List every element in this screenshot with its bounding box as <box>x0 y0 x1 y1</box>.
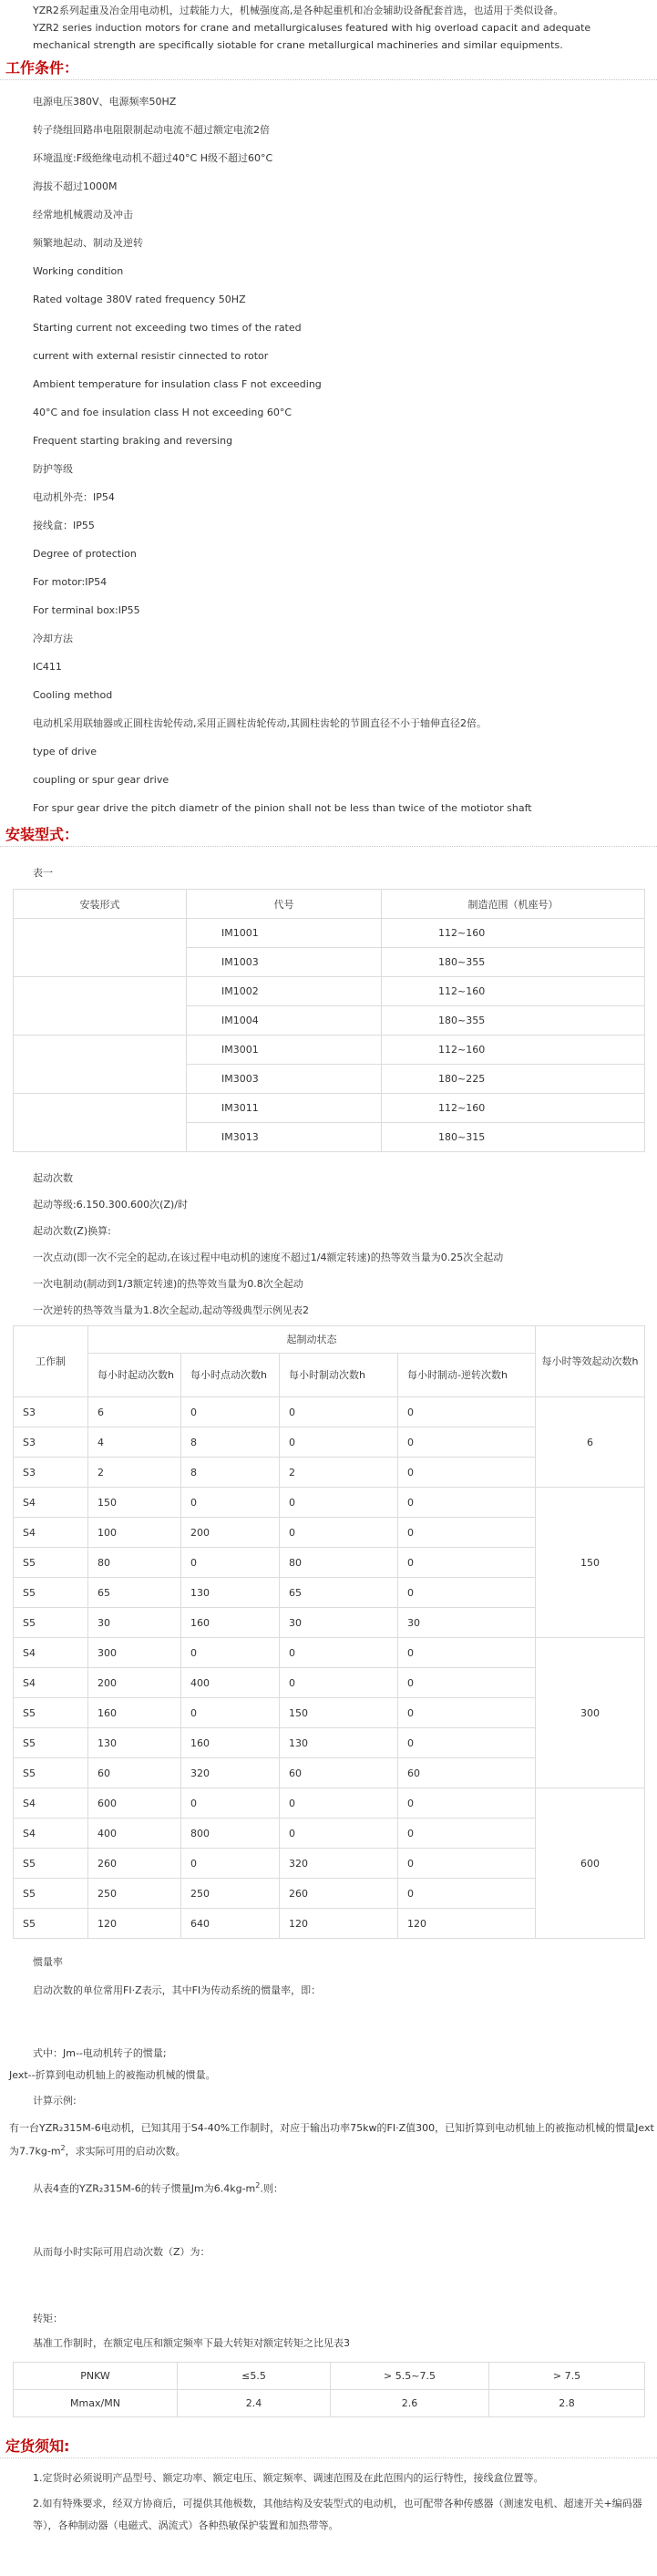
order-item-1: 1.定货时必须说明产品型号、额定功率、额定电压、额定频率、调速范围及在此范围内的运行特性，接线盒位置等。 <box>33 2471 544 2484</box>
table2-cell: 320 <box>280 1849 398 1879</box>
mounting-code-cell: IM1002 <box>187 977 382 1006</box>
torque-cell: 2.8 <box>489 2389 645 2416</box>
working-condition-line: 40°C and foe insulation class H not exceeding 60°C <box>33 407 293 418</box>
table2-cell: 0 <box>398 1458 536 1488</box>
table2-cell: 260 <box>280 1879 398 1909</box>
example-text: 有一台YZR₂315M-6电动机，已知其用于S4-40%工作制时，对应于输出功率75kw的FI·Z值300，已知折算到电动机轴上的被拖动机械的惯量Jext为$7.7kg-m^2$，求实际可用的启动次数。 <box>9 2122 654 2158</box>
table2-cell: 130 <box>181 1578 280 1608</box>
working-condition-line: 经常地机械震动及冲击 <box>33 209 133 221</box>
mounting-title: 安装型式： <box>0 826 657 847</box>
table2-cell: S5 <box>14 1608 88 1638</box>
table2-header-inching: 每小时点动次数h <box>181 1354 280 1397</box>
table-row <box>14 1788 645 1819</box>
table2-cell: 0 <box>280 1788 398 1819</box>
table2-cell: 200 <box>88 1668 181 1698</box>
table2-cell: 150 <box>88 1488 181 1518</box>
table2-cell: S4 <box>14 1819 88 1849</box>
formula-space-3 <box>33 2266 657 2304</box>
mounting-type-cell <box>14 919 187 977</box>
table2-cell: 0 <box>398 1879 536 1909</box>
table2-cell: 120 <box>280 1909 398 1939</box>
table2-cell: S3 <box>14 1397 88 1427</box>
table2-cell: 120 <box>398 1909 536 1939</box>
table2-header-duty: 工作制 <box>14 1326 88 1397</box>
table2-cell: 0 <box>398 1728 536 1758</box>
working-condition-line: 频繁地起动、制动及逆转 <box>33 237 143 249</box>
table2-cell: 0 <box>181 1698 280 1728</box>
table2-cell: 0 <box>181 1788 280 1819</box>
frame-range-cell: 180~355 <box>382 948 645 977</box>
torque-row-power <box>14 2362 645 2389</box>
mounting-code-cell: IM3001 <box>187 1036 382 1065</box>
frame-range-cell: 180~315 <box>382 1123 645 1152</box>
table2-cell: 65 <box>280 1578 398 1608</box>
note-line: 起动次数(Z)换算: <box>33 1225 111 1237</box>
table2-cell: S5 <box>14 1728 88 1758</box>
table2-cell: 160 <box>181 1608 280 1638</box>
working-condition-line: For motor:IP54 <box>33 576 108 588</box>
order-item-2: 2.如有特殊要求，经双方协商后，可提供其他极数，其他结构及安装型式的电动机，也可配带各种传感器（测速发电机、超速开关+编码器等），各种制动器（电磁式、涡流式）各种热敏保护装置和加热带等。 <box>33 2497 642 2531</box>
actual-starts-text: 从而每小时实际可用启动次数（Z）为： <box>33 2245 210 2258</box>
table2-cell: 0 <box>398 1849 536 1879</box>
working-condition-line: Rated voltage 380V rated frequency 50HZ <box>33 294 246 305</box>
torque-table <box>13 2362 645 2417</box>
table2-cell: 0 <box>280 1397 398 1427</box>
mounting-code-cell: IM1004 <box>187 1006 382 1036</box>
table2-cell: S5 <box>14 1758 88 1788</box>
table2-cell: 2 <box>280 1458 398 1488</box>
table-row <box>14 977 645 1006</box>
note-line: 一次逆转的热等效当量为1.8次全起动,起动等级典型示例见表2 <box>33 1304 309 1316</box>
table2-cell: 0 <box>280 1819 398 1849</box>
table2-cell: 30 <box>88 1608 181 1638</box>
equivalent-starts-cell: 6 <box>536 1397 645 1488</box>
table2-cell: 130 <box>88 1728 181 1758</box>
mounting-code-cell: IM3011 <box>187 1094 382 1123</box>
note-line: 起动等级:6.150.300.600次(Z)/时 <box>33 1199 189 1211</box>
mounting-type-cell <box>14 977 187 1036</box>
table2-header-equiv: 每小时等效起动次数h <box>536 1326 645 1397</box>
starting-notes <box>0 1165 657 1324</box>
table2-cell: S5 <box>14 1909 88 1939</box>
table2-cell: 0 <box>398 1668 536 1698</box>
table2-cell: 0 <box>398 1548 536 1578</box>
working-condition-line: 接线盒：IP55 <box>33 520 95 531</box>
torque-cell: > 7.5 <box>489 2362 645 2389</box>
table2-cell: 160 <box>181 1728 280 1758</box>
table2-header-braking: 每小时制动次数h <box>280 1354 398 1397</box>
working-condition-line: coupling or spur gear drive <box>33 774 169 786</box>
working-condition-line: 环境温度:F级绝缘电动机不超过40°C H级不超过60°C <box>33 152 273 164</box>
table2-cell: 120 <box>88 1909 181 1939</box>
working-conditions-list <box>0 88 657 822</box>
torque-ratio-text: 基准工作制时，在额定电压和额定频率下最大转矩对额定转矩之比见表3 <box>33 2336 350 2349</box>
example-heading: 计算示例: <box>33 2095 77 2107</box>
table2-cell: 160 <box>88 1698 181 1728</box>
working-condition-line: 转子绕组回路串电阻限制起动电流不超过额定电流2倍 <box>33 124 270 136</box>
mounting-table <box>13 889 645 1152</box>
table1-header-range: 制造范围（机座号） <box>382 890 645 919</box>
table-row <box>14 1397 645 1427</box>
table2-cell: 0 <box>280 1488 398 1518</box>
table2-cell: 130 <box>280 1728 398 1758</box>
table2-cell: 0 <box>398 1698 536 1728</box>
torque-cell: 2.4 <box>178 2389 331 2416</box>
table2-cell: 0 <box>398 1518 536 1548</box>
working-condition-line: type of drive <box>33 746 98 757</box>
table2-cell: 800 <box>181 1819 280 1849</box>
table2-cell: 300 <box>88 1638 181 1668</box>
frame-range-cell: 112~160 <box>382 919 645 948</box>
note-line: 起动次数 <box>33 1172 73 1184</box>
torque-heading: 转矩： <box>33 2312 63 2324</box>
intro-cn-paragraph: YZR2系列起重及冶金用电动机，过载能力大，机械强度高,是各种起重机和冶金辅助设备配套首选，也适用于类似设备。 <box>33 5 564 16</box>
working-condition-line: 防护等级 <box>33 463 73 475</box>
table2-cell: 0 <box>181 1638 280 1668</box>
table2-cell: 0 <box>280 1427 398 1458</box>
table2-cell: 250 <box>88 1879 181 1909</box>
torque-cell: PNKW <box>14 2362 178 2389</box>
table-row <box>14 1036 645 1065</box>
table2-cell: 2 <box>88 1458 181 1488</box>
frame-range-cell: 180~225 <box>382 1065 645 1094</box>
mounting-type-cell <box>14 1036 187 1094</box>
table2-cell: 0 <box>398 1427 536 1458</box>
table2-cell: S4 <box>14 1788 88 1819</box>
table2-cell: 60 <box>398 1758 536 1788</box>
table2-header-group: 起制动状态 <box>88 1326 536 1354</box>
table2-cell: 65 <box>88 1578 181 1608</box>
table2-cell: 60 <box>280 1758 398 1788</box>
torque-cell: > 5.5~7.5 <box>331 2362 489 2389</box>
table2-cell: 400 <box>181 1668 280 1698</box>
mounting-code-cell: IM3013 <box>187 1123 382 1152</box>
working-condition-line: Ambient temperature for insulation class F not exceeding <box>33 378 322 390</box>
table1-label: 表一 <box>33 867 53 879</box>
table2-cell: 0 <box>398 1819 536 1849</box>
working-condition-line: IC411 <box>33 661 62 673</box>
frame-range-cell: 112~160 <box>382 1094 645 1123</box>
table2-cell: S4 <box>14 1668 88 1698</box>
table1-header-type: 安装形式 <box>14 890 187 919</box>
working-condition-line: 电动机采用联轴器或正圆柱齿轮传动,采用正圆柱齿轮传动,其圆柱齿轮的节圆直径不小于轴伸直径2倍。 <box>33 717 487 729</box>
note-line: 一次电制动(制动到1/3额定转速)的热等效当量为0.8次全起动 <box>33 1278 303 1290</box>
inertia-heading: 惯量率 <box>33 1956 63 1968</box>
table2-cell: 0 <box>280 1638 398 1668</box>
working-condition-line: 冷却方法 <box>33 633 73 644</box>
table2-cell: S5 <box>14 1879 88 1909</box>
table2-cell: 0 <box>181 1397 280 1427</box>
table2-cell: 80 <box>88 1548 181 1578</box>
inertia-section <box>0 1948 657 2354</box>
table2-cell: 6 <box>88 1397 181 1427</box>
mounting-code-cell: IM1003 <box>187 948 382 977</box>
table2-cell: 260 <box>88 1849 181 1879</box>
table2-cell: 0 <box>398 1638 536 1668</box>
order-notes-title: 定货须知: <box>0 2437 657 2458</box>
table1-header-code: 代号 <box>187 890 382 919</box>
working-condition-line: Frequent starting braking and reversing <box>33 435 233 447</box>
table2-cell: 0 <box>280 1668 398 1698</box>
table2-cell: 0 <box>398 1578 536 1608</box>
working-condition-line: Degree of protection <box>33 548 137 560</box>
torque-row-ratio <box>14 2389 645 2416</box>
working-condition-line: current with external resistir cinnected to rotor <box>33 350 269 362</box>
jext-definition: Jext--折算到电动机轴上的被拖动机械的惯量。 <box>9 2069 216 2081</box>
table2-cell: S5 <box>14 1578 88 1608</box>
working-condition-line: 电源电压380V、电源频率50HZ <box>33 96 177 108</box>
table2-header-full-start: 每小时起动次数h <box>88 1354 181 1397</box>
working-conditions-title: 工作条件： <box>0 59 657 80</box>
table2-cell: 8 <box>181 1427 280 1458</box>
table2-cell: 320 <box>181 1758 280 1788</box>
torque-cell: 2.6 <box>331 2389 489 2416</box>
table2-cell: 0 <box>181 1849 280 1879</box>
table2-cell: 150 <box>280 1698 398 1728</box>
table-row <box>14 1638 645 1668</box>
table-row <box>14 919 645 948</box>
working-condition-line: Cooling method <box>33 689 113 701</box>
rotor-inertia-text: 从表4查的YZR₂315M-6的转子惯量Jm为$6.4kg-m^2$.则： <box>33 2180 283 2195</box>
table-row <box>14 1488 645 1518</box>
inertia-definition: 启动次数的单位常用FI·Z表示，其中FI为传动系统的惯量率，即： <box>33 1984 322 1996</box>
equivalent-starts-cell: 300 <box>536 1638 645 1788</box>
table2-cell: 0 <box>398 1788 536 1819</box>
working-condition-line: For terminal box:IP55 <box>33 604 140 616</box>
table2-cell: 600 <box>88 1788 181 1819</box>
intro-en-paragraph: YZR2 series induction motors for crane and metallurgicaluses featured with hig overload capacit and adequate mechanical strength are specifically siotable for crane metallurgical machineries and similar equipments. <box>33 22 591 51</box>
mounting-code-cell: IM1001 <box>187 919 382 948</box>
note-line: 一次点动(即一次不完全的起动,在该过程中电动机的速度不超过1/4额定转速)的热等效当量为0.25次全起动 <box>33 1252 504 1263</box>
jm-definition: 式中：Jm--电动机转子的惯量; <box>33 2047 167 2059</box>
working-condition-line: 海拔不超过1000M <box>33 180 118 192</box>
table2-cell: 60 <box>88 1758 181 1788</box>
table2-cell: S3 <box>14 1427 88 1458</box>
table2-cell: S3 <box>14 1458 88 1488</box>
table2-cell: 0 <box>181 1488 280 1518</box>
table2-cell: 8 <box>181 1458 280 1488</box>
table2-cell: 4 <box>88 1427 181 1458</box>
equivalent-starts-cell: 150 <box>536 1488 645 1638</box>
equivalent-starts-cell: 600 <box>536 1788 645 1939</box>
table2-cell: S5 <box>14 1849 88 1879</box>
table-row <box>14 1094 645 1123</box>
table2-cell: 30 <box>398 1608 536 1638</box>
table2-cell: 30 <box>280 1608 398 1638</box>
table2-cell: 400 <box>88 1819 181 1849</box>
frame-range-cell: 112~160 <box>382 1036 645 1065</box>
table2-cell: S4 <box>14 1518 88 1548</box>
table2-cell: S4 <box>14 1638 88 1668</box>
table2-cell: 0 <box>398 1397 536 1427</box>
formula-space-2 <box>33 2200 657 2238</box>
table2-cell: 250 <box>181 1879 280 1909</box>
working-condition-line: 电动机外壳：IP54 <box>33 491 115 503</box>
table2-cell: 0 <box>181 1548 280 1578</box>
table2-cell: 200 <box>181 1518 280 1548</box>
table2-cell: 0 <box>280 1518 398 1548</box>
table2-cell: S5 <box>14 1698 88 1728</box>
order-notes <box>0 2468 657 2537</box>
table2-cell: 640 <box>181 1909 280 1939</box>
formula-space <box>33 2004 657 2043</box>
frame-range-cell: 180~355 <box>382 1006 645 1036</box>
starting-class-table <box>13 1325 645 1939</box>
mounting-type-cell <box>14 1094 187 1152</box>
working-condition-line: Working condition <box>33 265 124 277</box>
table2-cell: 100 <box>88 1518 181 1548</box>
table2-cell: S5 <box>14 1548 88 1578</box>
working-condition-line: For spur gear drive the pitch diametr of the pinion shall not be less than twice of the motiotor shaft <box>33 802 532 814</box>
torque-cell: ≤5.5 <box>178 2362 331 2389</box>
table2-cell: 0 <box>398 1488 536 1518</box>
table2-cell: 80 <box>280 1548 398 1578</box>
table2-cell: S4 <box>14 1488 88 1518</box>
torque-cell: Mmax/MN <box>14 2389 178 2416</box>
table2-header-reverse: 每小时制动-逆转次数h <box>398 1354 536 1397</box>
intro <box>0 0 657 54</box>
mounting-code-cell: IM3003 <box>187 1065 382 1094</box>
frame-range-cell: 112~160 <box>382 977 645 1006</box>
working-condition-line: Starting current not exceeding two times of the rated <box>33 322 302 334</box>
